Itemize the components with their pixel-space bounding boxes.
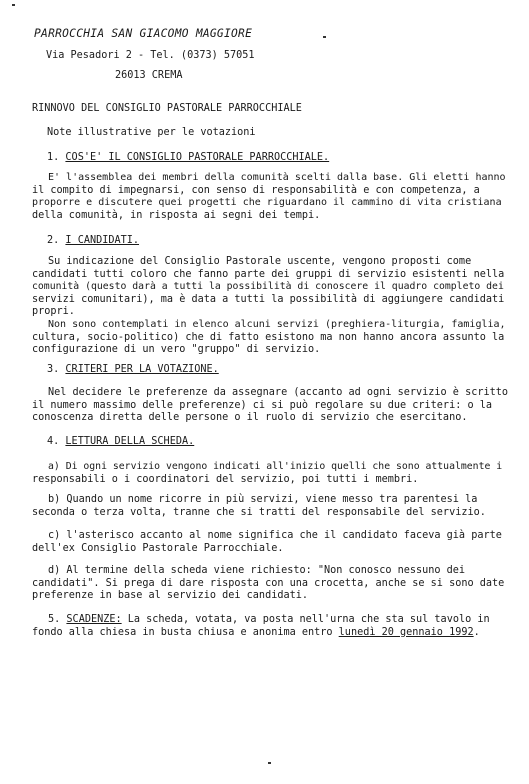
paragraph-text: . xyxy=(473,626,480,638)
list-item-line: dell'ex Consiglio Pastorale Parrocchiale. xyxy=(32,542,284,554)
section-4-item-a xyxy=(32,461,508,486)
paragraph-line: Su indicazione del Consiglio Pastorale uscente, vengono proposti come xyxy=(48,256,472,267)
list-item-line: a) Di ogni servizio vengono indicati all'inizio quelli che sono attualmente i xyxy=(48,461,503,472)
section-title: CRITERI PER LA VOTAZIONE. xyxy=(65,364,219,375)
paragraph-line: propri. xyxy=(32,306,75,318)
section-2-heading xyxy=(47,235,139,248)
list-item-line: c) l'asterisco accanto al nome significa che il candidato faceva già parte xyxy=(48,530,502,541)
paragraph-line: comunità (questo darà a tutti la possibilità di conoscere il quadro completo dei xyxy=(32,281,504,293)
section-number: 1. xyxy=(47,152,60,163)
section-1-heading xyxy=(47,152,329,165)
scan-speck xyxy=(268,762,271,764)
paragraph-line: Nel decidere le preferenze da assegnare (accanto ad ogni servizio è scritto xyxy=(48,387,509,398)
letterhead-city: 26013 CREMA xyxy=(115,70,183,81)
section-title: I CANDIDATI. xyxy=(65,235,140,246)
section-2-paragraph xyxy=(32,256,508,357)
section-number: 5. xyxy=(48,614,61,625)
paragraph-line: configurazione di un vero "gruppo" di servizio. xyxy=(32,344,321,356)
list-item-line: d) Al termine della scheda viene richiesto: "Non conosco nessuno dei xyxy=(48,565,466,576)
section-3-paragraph xyxy=(32,387,508,425)
section-number: 4. xyxy=(47,436,60,447)
paragraph-line: servizi comunitari), ma è data a tutti la possibilità di aggiungere candidati xyxy=(32,293,505,305)
letterhead-address: Via Pesadori 2 - Tel. (0373) 57051 xyxy=(46,50,255,61)
list-item-line: preferenze in base al servizio dei candidati. xyxy=(32,590,309,602)
section-title: SCADENZE: xyxy=(66,614,122,625)
paragraph-line: il numero massimo delle preferenze) ci si può regolare su due criteri: o la xyxy=(32,399,493,411)
list-item-line: seconda o terza volta, tranne che si tratti del responsabile del servizio. xyxy=(32,506,486,518)
paragraph-text: La scheda, votata, va posta nell'urna che sta sul tavolo in xyxy=(121,614,490,625)
section-5-paragraph xyxy=(32,614,508,639)
deadline-date: lunedì 20 gennaio 1992 xyxy=(338,626,474,638)
list-item-line: responsabili o i coordinatori del servizio, poi tutti i membri. xyxy=(32,473,419,485)
section-4-item-c xyxy=(32,530,508,555)
paragraph-line: Non sono contemplati in elenco alcuni servizi (preghiera-liturgia, famiglia, xyxy=(48,318,506,330)
section-title: LETTURA DELLA SCHEDA. xyxy=(65,436,195,447)
paragraph-line: della comunità, in risposta ai segni dei tempi. xyxy=(32,209,321,221)
paragraph-line: cultura, socio-politico) che di fatto esistono ma non hanno ancora assunto la xyxy=(32,331,505,343)
paragraph-line xyxy=(32,627,508,640)
list-item-line: b) Quando un nome ricorre in più servizi, viene messo tra parentesi la xyxy=(48,494,478,505)
section-3-heading xyxy=(47,364,219,377)
paragraph-text: fondo alla chiesa in busta chiusa e anonima entro xyxy=(32,626,339,638)
paragraph-line: il compito di impegnarsi, con senso di responsabilità e con competenza, a xyxy=(32,184,480,196)
letterhead-parish: PARROCCHIA SAN GIACOMO MAGGIORE xyxy=(34,27,253,40)
paragraph-line: candidati tutti coloro che fanno parte dei gruppi di servizio esistenti nella xyxy=(32,268,505,280)
list-item-line: candidati". Si prega di dare risposta con una crocetta, anche se si sono date xyxy=(32,577,505,589)
document-subtitle: Note illustrative per le votazioni xyxy=(47,127,256,138)
section-4-item-b xyxy=(32,494,508,519)
document-title: RINNOVO DEL CONSIGLIO PASTORALE PARROCCHIALE xyxy=(32,103,302,114)
paragraph-line: E' l'assemblea dei membri della comunità scelti dalla base. Gli eletti hanno xyxy=(48,172,506,183)
section-title: COS'E' IL CONSIGLIO PASTORALE PARROCCHIALE. xyxy=(65,152,330,163)
paragraph-line xyxy=(32,614,508,627)
paragraph-line: conoscenza diretta delle persone o il ruolo di servizio che esercitano. xyxy=(32,412,468,424)
paragraph-line: proporre e discutere quei progetti che riguardano il cammino di vita cristiana xyxy=(32,197,502,209)
section-number: 2. xyxy=(47,235,60,246)
section-number: 3. xyxy=(47,364,60,375)
section-4-heading xyxy=(47,436,194,449)
section-1-paragraph xyxy=(32,172,508,222)
scan-speck xyxy=(12,4,15,6)
scan-speck xyxy=(323,36,326,38)
section-4-item-d xyxy=(32,565,508,603)
